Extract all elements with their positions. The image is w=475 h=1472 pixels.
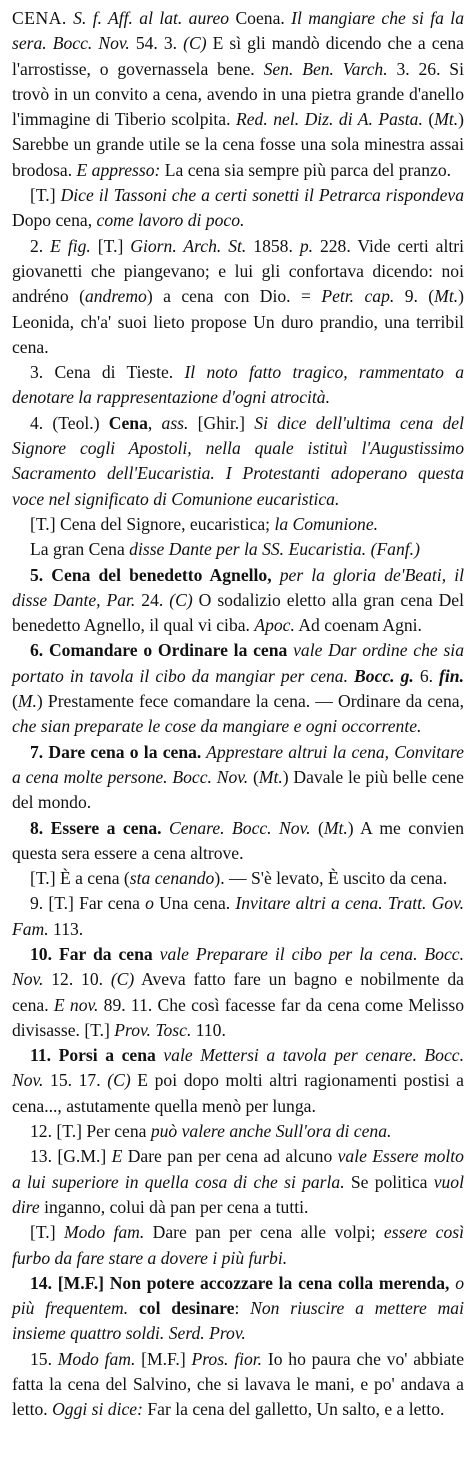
- text-segment: (C): [169, 589, 193, 610]
- entry-sense: [12, 740, 464, 816]
- text-segment: 89. 11. Che così facesse far da cena come Melisso divisasse. [T.]: [12, 994, 464, 1040]
- text-segment: (: [12, 691, 18, 712]
- text-segment: [T.]: [90, 235, 131, 256]
- entry-sense: [12, 816, 464, 867]
- entry-sense: [12, 1271, 464, 1347]
- text-segment: col desinare: [128, 1298, 235, 1319]
- text-segment: 110.: [191, 1019, 226, 1040]
- text-segment: 24.: [135, 589, 170, 610]
- text-segment: 113.: [48, 918, 84, 939]
- text-segment: ) a cena con Dio. =: [146, 286, 322, 307]
- text-segment: vale Mettersi a tavola per cenare. Bocc. Nov.: [12, 1045, 464, 1091]
- entry-sense: [12, 1144, 464, 1220]
- text-segment: Cena: [108, 412, 148, 433]
- text-segment: Red. nel. Diz. di A. Pasta.: [235, 109, 423, 130]
- entry-sense: [12, 1347, 464, 1423]
- text-segment: La cena sia sempre più parca del pranzo.: [160, 159, 452, 180]
- entry-sense: [12, 234, 464, 360]
- text-segment: 8. Essere a cena.: [30, 817, 162, 838]
- text-segment: La gran Cena: [30, 539, 130, 560]
- entry-sense: [12, 891, 464, 942]
- text-segment: 228. Vide certi altri giovanetti che piangevano; e lui gli confortava dicendo: noi andréno (: [12, 235, 465, 307]
- entry-sense: [12, 537, 464, 562]
- entry-sense: [12, 1220, 464, 1271]
- text-segment: (C): [183, 33, 207, 54]
- text-segment: ). — S'è levato, È uscito da cena.: [214, 868, 448, 889]
- text-segment: E poi dopo molti altri ragionamenti postisi a cena..., astutamente quella menò per lunga.: [12, 1070, 464, 1116]
- text-segment: Prov. Tosc.: [114, 1019, 192, 1040]
- text-segment: Pros. fior.: [191, 1348, 263, 1369]
- text-segment: essere così furbo da fare stare a dovere i più furbi.: [12, 1222, 464, 1268]
- text-segment: Mt.: [258, 766, 283, 787]
- text-segment: ,: [147, 412, 162, 433]
- text-segment: vale Preparare il cibo per la cena. Bocc. Nov.: [12, 943, 464, 990]
- text-segment: Dare pan per cena ad alcuno: [122, 1146, 338, 1167]
- text-segment: inganno, colui dà pan per cena a tutti.: [39, 1196, 309, 1217]
- text-segment: Il noto fatto tragico, rammentato a denotare la rappresentazione d'ogni atrocità.: [12, 362, 464, 408]
- text-segment: Sen. Ben. Varch.: [263, 58, 397, 79]
- text-segment: 15.: [30, 1348, 58, 1369]
- text-segment: Dare pan per cena alle volpi;: [144, 1222, 384, 1243]
- text-segment: o più frequentem.: [12, 1272, 464, 1319]
- text-segment: Il mangiare che si fa la sera. Bocc. Nov.: [12, 8, 464, 54]
- text-segment: Se politica: [344, 1171, 434, 1192]
- entry-sense: [12, 942, 464, 1043]
- text-segment: che sian preparate le cose da mangiare e ogni occorrente.: [12, 716, 422, 737]
- text-segment: [Ghir.]: [188, 412, 255, 433]
- text-segment: [T.] È a cena (: [30, 868, 130, 889]
- entry-sense: [12, 866, 464, 891]
- text-segment: sta cenando: [129, 868, 215, 889]
- text-segment: 5. Cena del benedetto Agnello,: [30, 564, 272, 585]
- text-segment: Non riuscire a mettere mai insieme quattro soldi. Serd. Prov.: [12, 1298, 464, 1344]
- text-segment: Invitare altri a cena. Tratt. Gov. Fam.: [12, 893, 464, 939]
- text-segment: 9. (: [394, 286, 435, 307]
- text-segment: 14. [M.F.] Non potere accozzare la cena colla merenda,: [30, 1272, 450, 1293]
- text-segment: disse Dante per la SS. Eucaristia. (Fanf.): [129, 539, 420, 560]
- text-segment: 11. Porsi a cena: [30, 1045, 156, 1066]
- text-segment: 6. Comandare o Ordinare la cena: [30, 640, 288, 661]
- entry-sense: [12, 411, 464, 512]
- entry-sense: [12, 183, 464, 234]
- text-segment: per la gloria de'Beati, il disse Dante, Par.: [12, 564, 464, 610]
- text-segment: Petr. cap.: [321, 286, 395, 307]
- text-segment: o: [145, 893, 154, 914]
- text-segment: Apprestare altrui la cena, Convitare a cena molte persone. Bocc. Nov.: [12, 741, 464, 787]
- text-segment: 1858.: [246, 235, 300, 256]
- text-segment: ) A me convien questa sera essere a cena altrove.: [12, 817, 464, 863]
- text-segment: Una cena.: [153, 893, 236, 914]
- text-segment: 4. (Teol.): [30, 412, 109, 433]
- entry-sense: [12, 1119, 464, 1144]
- text-segment: Si dice dell'ultima cena del Signore cogli Apostoli, nella quale istituì l'Augustissimo Sacramento dell'Eucaristia. I Protestanti adoperano questa voce nel significato di Comunione eucaristica.: [12, 412, 464, 509]
- text-segment: Mt.: [434, 109, 459, 130]
- text-segment: 2.: [30, 235, 51, 256]
- text-segment: E fig.: [50, 235, 91, 256]
- text-segment: 15. 17.: [43, 1070, 108, 1091]
- text-segment: fin.: [439, 665, 464, 686]
- text-segment: Mt.: [323, 817, 348, 838]
- text-segment: Io ho paura che vo' abbiate fatta la cena del Salvino, che si lavava le mani, e po' andava a letto.: [12, 1348, 464, 1420]
- text-segment: M.: [17, 691, 37, 712]
- text-segment: (C): [110, 969, 135, 990]
- text-segment: CENA.: [12, 8, 67, 28]
- text-segment: Cenare. Bocc. Nov.: [161, 817, 311, 838]
- text-segment: può valere anche Sull'ora di cena.: [150, 1121, 392, 1142]
- text-segment: (C): [107, 1070, 131, 1091]
- text-segment: E appresso:: [76, 159, 161, 180]
- text-segment: ass.: [161, 412, 189, 433]
- text-segment: 12. 10.: [43, 969, 111, 990]
- entry-sense: [12, 563, 464, 639]
- text-segment: Modo fam.: [63, 1222, 145, 1243]
- text-segment: vuol dire: [12, 1171, 464, 1217]
- text-segment: 6.: [413, 665, 440, 686]
- text-segment: O sodalizio eletto alla gran cena Del benedetto Agnello, il qual vi ciba.: [12, 589, 464, 636]
- text-segment: E sì gli mandò dicendo che a cena l'arrostisse, o governassela bene.: [12, 33, 464, 79]
- text-segment: vale Dar ordine che sia portato in tavola il cibo da mangiar per cena.: [12, 640, 464, 686]
- text-segment: ) Prestamente fece comandare la cena. — Ordinare da cena,: [36, 691, 464, 712]
- text-segment: Dice il Tassoni che a certi sonetti il Petrarca rispondeva: [60, 185, 464, 206]
- text-segment: Modo fam.: [57, 1348, 136, 1369]
- text-segment: 7. Dare cena o la cena.: [30, 741, 202, 762]
- text-segment: (: [422, 109, 435, 130]
- text-segment: Giorn. Arch. St.: [130, 235, 247, 256]
- text-segment: Aveva fatto fare un bagno e nobilmente da cena.: [12, 969, 464, 1015]
- text-segment: 54. 3.: [135, 33, 184, 54]
- text-segment: :: [234, 1298, 251, 1319]
- text-segment: ) Davale le più belle cene del mondo.: [12, 766, 464, 813]
- text-segment: (: [248, 766, 259, 787]
- text-segment: 9. [T.] Far cena: [30, 893, 146, 914]
- text-segment: Far la cena del galletto, Un salto, e a letto.: [142, 1399, 445, 1420]
- text-segment: ) Sarebbe un grande utile se la cena fosse una sola minestra assai brodosa.: [12, 109, 464, 180]
- text-segment: Apoc.: [254, 615, 295, 636]
- text-segment: E nov.: [53, 994, 99, 1015]
- text-segment: ) Leonida, ch'a' suoi lieto propose Un duro prandio, una terribil cena.: [12, 286, 464, 357]
- text-segment: (: [310, 817, 324, 838]
- text-segment: Bocc. g.: [354, 665, 414, 686]
- text-segment: Dopo cena,: [12, 210, 97, 231]
- text-segment: 13. [G.M.]: [30, 1146, 112, 1167]
- text-segment: [T.]: [30, 1222, 64, 1243]
- text-segment: [T.]: [30, 185, 61, 206]
- text-segment: 3. 26. Si trovò in un convito a cena, avendo in una pietra grande d'anello l'immagine di Tiberio scolpita.: [12, 58, 464, 130]
- text-segment: 3. Cena di Tieste.: [30, 362, 185, 383]
- entry-sense: [12, 512, 464, 537]
- text-segment: Mt.: [434, 286, 459, 307]
- text-segment: Oggi si dice:: [52, 1399, 143, 1420]
- text-segment: andremo: [84, 286, 147, 307]
- entry-sense: [12, 638, 464, 739]
- entry-sense: [12, 360, 464, 411]
- text-segment: come lavoro di poco.: [96, 210, 245, 231]
- text-segment: E: [111, 1146, 123, 1167]
- text-segment: 10. Far da cena: [30, 943, 153, 964]
- text-segment: p.: [299, 235, 314, 256]
- text-segment: [M.F.]: [135, 1348, 192, 1369]
- entry-sense: [12, 1043, 464, 1119]
- text-segment: S. f. Aff. al lat. aureo: [66, 8, 236, 28]
- entry-definition: [12, 6, 464, 183]
- text-segment: Coena.: [235, 8, 285, 28]
- text-segment: Ad coenam Agni.: [294, 615, 422, 636]
- text-segment: [T.] Cena del Signore, eucaristica;: [30, 513, 275, 534]
- text-segment: la Comunione.: [274, 513, 379, 534]
- text-segment: vale Essere molto a lui superiore in quella cosa di che si parla.: [12, 1146, 464, 1192]
- text-segment: 12. [T.] Per cena: [30, 1121, 151, 1142]
